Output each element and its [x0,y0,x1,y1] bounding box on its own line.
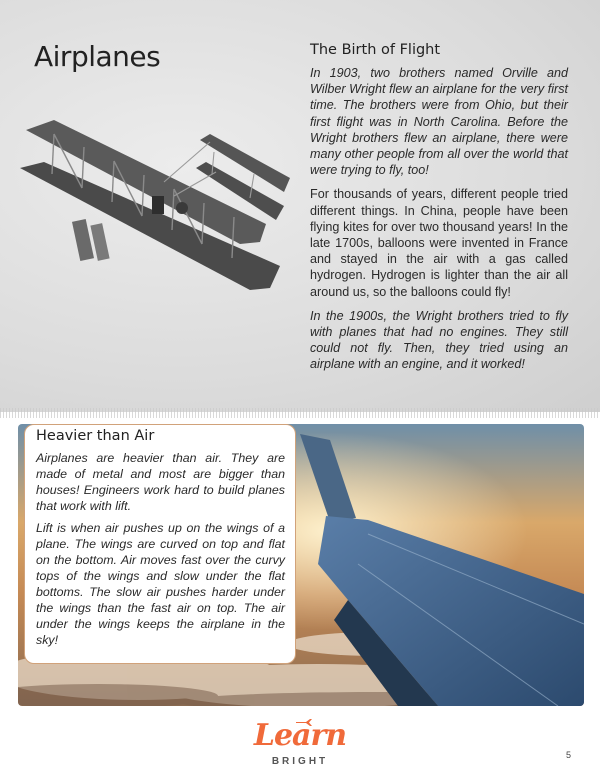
section-heading-heavier-than-air: Heavier than Air [36,428,155,444]
birth-of-flight-section [310,42,568,381]
paragraph: In 1903, two brothers named Orville and Wilber Wright flew an airplane for the very first time. The brothers were from Ohio, but their first flight was in North Carolina. Before the Wright brothers flew an airplane, there were many other people from all over the world that were trying to fly, too! [310,66,568,178]
logo-word: Learn [253,718,347,753]
paragraph: Airplanes are heavier than air. They are made of metal and most are bigger than houses! Engineers work hard to build planes that work with lift. [36,451,285,513]
wright-flyer-image [14,112,294,300]
divider-ruler [0,408,600,418]
logo-subtitle: BRIGHT [271,756,329,767]
paragraph: In the 1900s, the Wright brothers tried to fly with planes that had no engines. They still could not fly. Then, they tried using an airplane with an engine, and it worked! [310,308,568,372]
paragraph: Lift is when air pushes up on the wings of a plane. The wings are curved on top and flat on the bottom. Air moves fast over the curvy tops of the wings and slow under the flat bottoms. The slow air pushes harder under the wings than the fast air on top. The air under the wings keeps the airplane in the sky! [36,521,285,647]
learn-bright-logo [246,716,354,770]
heavier-than-air-box [24,424,296,664]
section-heading-birth-of-flight: The Birth of Flight [310,42,441,58]
paragraph: For thousands of years, different people tried different things. In China, people have been flying kites for over two thousand years! In the late 1700s, balloons were invented in France and stayed in the air with a gas called hydrogen. Hydrogen is lighter than the air all around us, so the balloons could fly! [310,187,568,299]
page-number: 5 [566,750,572,760]
page-title: Airplanes [34,40,161,73]
